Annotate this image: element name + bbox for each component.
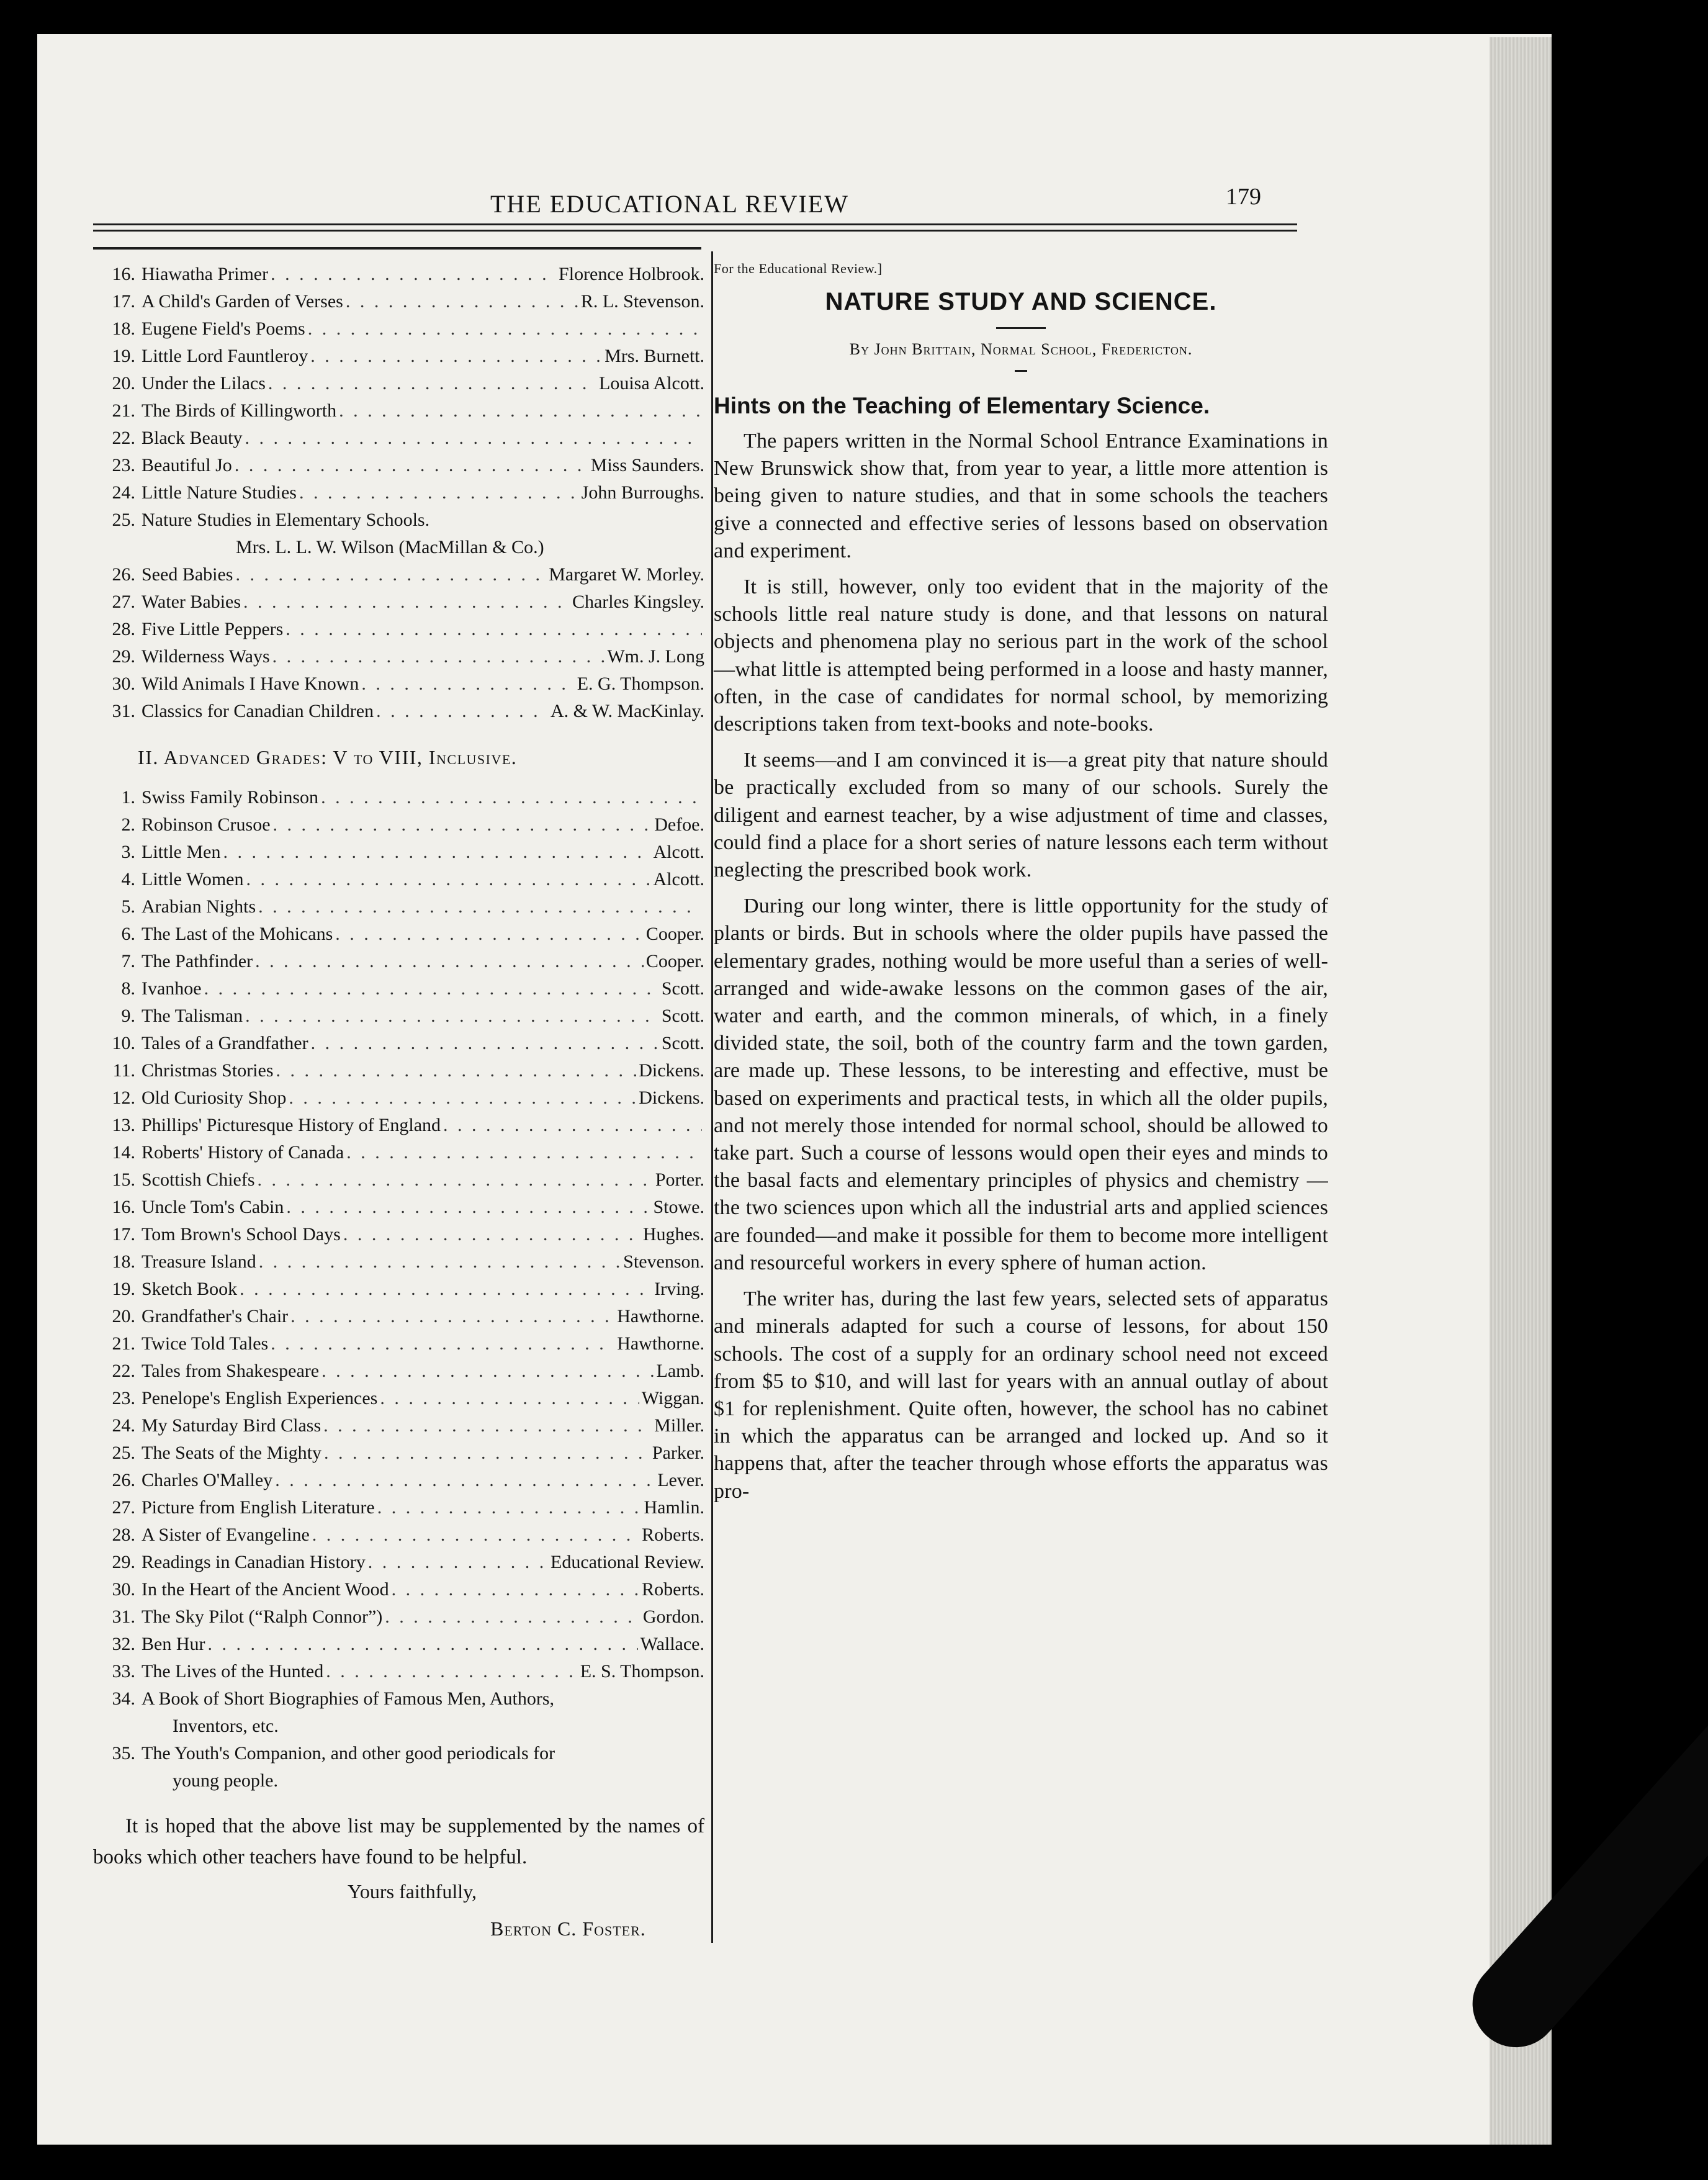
item-title: Wilderness Ways (142, 646, 270, 667)
item-title: The Youth's Companion, and other good periodicals for (142, 1743, 555, 1763)
byline-rule (1015, 370, 1027, 372)
dot-leader (385, 1603, 640, 1631)
item-title: The Pathfinder (142, 951, 253, 971)
item-number: 14. (112, 1142, 135, 1163)
signature: Berton C. Foster. (490, 1917, 646, 1940)
dot-leader (361, 670, 574, 698)
item-title: Old Curiosity Shop (142, 1088, 287, 1108)
dot-leader (235, 561, 546, 588)
item-number: 20. (112, 373, 135, 394)
item-number: 23. (112, 455, 135, 475)
list-item (93, 1439, 704, 1467)
list-item (93, 1631, 704, 1658)
item-title: Sketch Book (142, 1279, 238, 1299)
item-author: Alcott. (653, 842, 704, 862)
dot-leader (223, 839, 650, 866)
list-item-continuation (93, 1713, 704, 1740)
body-paragraph: The writer has, during the last few years, selected sets of apparatus and minerals adapted for such a course of lessons, for about 150 schools. The cost of a supply for an ordinary school need not exceed from $5 to $10, and will last for years with an annual outlay of about $1 for replenishment. Quite often, however, the school has no cabinet in which the apparatus can be arranged and locked up. And so it happens that, after the teacher through whose efforts the apparatus was pro- (714, 1287, 1328, 1503)
item-number: 12. (112, 1088, 135, 1108)
dot-leader (259, 1248, 621, 1276)
item-number: 23. (112, 1388, 135, 1408)
header-rule (93, 223, 1297, 225)
dot-leader (312, 1521, 639, 1549)
list-item (93, 670, 704, 698)
dot-leader (258, 1166, 653, 1194)
book-list-primary (93, 261, 704, 507)
dot-leader (204, 975, 659, 1002)
item-title: The Talisman (142, 1006, 243, 1026)
dot-leader (392, 1576, 640, 1603)
dot-leader (299, 479, 579, 507)
item-author: Hawthorne. (617, 1306, 704, 1326)
subheading: Hints on the Teaching of Elementary Science. (714, 393, 1210, 418)
item-number: 1. (121, 787, 135, 808)
item-number: 22. (112, 428, 135, 448)
item-author: Irving. (654, 1279, 704, 1299)
item-author: Hamlin. (644, 1497, 704, 1518)
item-number: 35. (112, 1743, 135, 1763)
dot-leader (245, 1002, 659, 1030)
item-title: Little Nature Studies (142, 482, 297, 503)
item-title: A Child's Garden of Verses (142, 291, 343, 312)
item-number: 9. (121, 1006, 135, 1026)
item-author: Scott. (661, 1033, 704, 1053)
list-item (93, 1303, 704, 1330)
item-title: Black Beauty (142, 428, 243, 448)
item-number: 22. (112, 1361, 135, 1381)
dot-leader (275, 1467, 655, 1494)
item-title-cont: Inventors, etc. (173, 1716, 279, 1736)
list-item (93, 1467, 704, 1494)
item-number: 18. (112, 1251, 135, 1272)
list-item (93, 1002, 704, 1030)
item-title: Picture from English Literature (142, 1497, 375, 1518)
item-author: Hughes. (642, 1224, 704, 1245)
item-author: Miss Saunders. (590, 455, 704, 475)
dot-leader (321, 784, 702, 811)
item-author: Dickens. (639, 1088, 704, 1108)
dot-leader (290, 1303, 614, 1330)
dot-leader (286, 1194, 650, 1221)
dot-leader (380, 1385, 639, 1412)
byline: By John Brittain, Normal School, Fredericton. (849, 340, 1193, 358)
item-title: The Seats of the Mighty (142, 1443, 321, 1463)
list-item (93, 1603, 704, 1631)
dot-leader (243, 588, 570, 616)
item-number: 30. (112, 673, 135, 694)
item-author: R. L. Stevenson. (580, 291, 704, 312)
item-author: Wiggan. (641, 1388, 704, 1408)
item-title: Hiawatha Primer (142, 264, 269, 284)
item-title: Uncle Tom's Cabin (142, 1197, 284, 1217)
item-number: 13. (112, 1115, 135, 1135)
dot-leader (289, 1084, 636, 1112)
item-author: Stevenson. (623, 1251, 704, 1272)
item-author: Alcott. (653, 869, 704, 890)
list-item (93, 1658, 704, 1685)
dot-leader (271, 261, 556, 288)
list-item (93, 1166, 704, 1194)
body-paragraph: The papers written in the Normal School Entrance Examinations in New Brunswick show that, from year to year, a little more attention is being given to nature studies, and that in some schools the teachers give a connected and effective series of lessons based on observation and experiment. (714, 430, 1328, 562)
list-item (93, 397, 704, 425)
item-number: 28. (112, 1525, 135, 1545)
list-item (93, 479, 704, 507)
list-item (93, 1740, 704, 1767)
item-title: A Book of Short Biographies of Famous Men, Authors, (142, 1688, 554, 1709)
item-author: Louisa Alcott. (599, 373, 704, 394)
item-title: My Saturday Bird Class (142, 1415, 321, 1436)
item-number: 26. (112, 564, 135, 585)
list-item (93, 1685, 704, 1713)
item-title: Grandfather's Chair (142, 1306, 289, 1326)
dot-leader (311, 1030, 659, 1057)
item-number: 25. (112, 510, 135, 530)
dot-leader (273, 811, 652, 839)
dot-leader (339, 397, 702, 425)
dot-leader (276, 1057, 637, 1084)
item-number: 26. (112, 1470, 135, 1490)
dot-leader (258, 893, 702, 921)
closing-paragraph: It is hoped that the above list may be supplemented by the names of books which other teachers have found to be helpful. (93, 1815, 704, 1868)
item-number: 24. (112, 1415, 135, 1436)
dot-leader (377, 1494, 642, 1521)
item-title: Scottish Chiefs (142, 1169, 255, 1190)
item-number: 16. (112, 1197, 135, 1217)
list-item (93, 1276, 704, 1303)
item-number: 19. (112, 346, 135, 366)
item-number: 6. (121, 924, 135, 944)
item-author: Scott. (661, 978, 704, 999)
item-author: Dickens. (639, 1060, 704, 1081)
item-number: 31. (112, 1606, 135, 1627)
dot-leader (310, 343, 602, 370)
running-title: THE EDUCATIONAL REVIEW (490, 190, 849, 218)
item-author: Gordon. (642, 1606, 704, 1627)
book-list-advanced (93, 784, 704, 1685)
list-item (93, 588, 704, 616)
body-paragraph: It is still, however, only too evident that in the majority of the schools little real nature study is done, and that lessons on natural objects and phenomena play no serious part in the work of the school—what little is attempted being performed in a loose and hasty manner, often, in the case of candidates for normal school, by memorizing descriptions taken from text-books and note-books. (714, 575, 1328, 736)
item-number: 17. (112, 291, 135, 312)
list-item (93, 921, 704, 948)
item-number: 2. (121, 814, 135, 835)
item-number: 8. (121, 978, 135, 999)
dot-leader (443, 1112, 702, 1139)
dot-leader (255, 948, 644, 975)
dot-leader (285, 616, 702, 643)
list-item (93, 1194, 704, 1221)
dot-leader (346, 288, 578, 315)
item-title: A Sister of Evangeline (142, 1525, 310, 1545)
item-title: Water Babies (142, 592, 241, 612)
item-author: Scott. (661, 1006, 704, 1026)
list-item-continuation (93, 534, 704, 561)
item-title: Five Little Peppers (142, 619, 284, 639)
list-item (93, 948, 704, 975)
item-title: Little Women (142, 869, 244, 890)
book-page-edges (1490, 37, 1552, 2145)
item-number: 5. (121, 896, 135, 917)
body-paragraph: It seems—and I am convinced it is—a great pity that nature should be practically excluded from so many of our schools. Surely the diligent and earnest teacher, by a wise adjustment of time and classes, could find a place for a short series of nature lessons each term without neglecting the prescribed book work. (714, 749, 1328, 882)
item-number: 25. (112, 1443, 135, 1463)
item-title: Charles O'Malley (142, 1470, 273, 1490)
item-number: 33. (112, 1661, 135, 1682)
item-author: Lamb. (656, 1361, 704, 1381)
item-title: The Lives of the Hunted (142, 1661, 324, 1682)
list-item (93, 1549, 704, 1576)
item-number: 3. (121, 842, 135, 862)
item-number: 15. (112, 1169, 135, 1190)
list-item-continuation (93, 1767, 704, 1795)
header-rule-double (93, 230, 1297, 232)
item-title: The Sky Pilot (“Ralph Connor”) (142, 1606, 383, 1627)
dot-leader (326, 1658, 577, 1685)
list-item (93, 1084, 704, 1112)
right-column (714, 261, 1328, 1505)
item-number: 11. (112, 1060, 135, 1081)
item-author: Lever. (657, 1470, 704, 1490)
item-number: 20. (112, 1306, 135, 1326)
item-title: Swiss Family Robinson (142, 787, 319, 808)
list-item (93, 370, 704, 397)
item-title: The Birds of Killingworth (142, 400, 337, 421)
item-author: E. S. Thompson. (580, 1661, 704, 1682)
item-number: 17. (112, 1224, 135, 1245)
item-title: Tales from Shakespeare (142, 1361, 320, 1381)
list-item (93, 1248, 704, 1276)
list-item (93, 1521, 704, 1549)
list-item (93, 288, 704, 315)
list-item (93, 866, 704, 893)
item-author: Cooper. (645, 924, 704, 944)
list-item (93, 1494, 704, 1521)
item-number: 21. (112, 1333, 135, 1354)
for-line: For the Educational Review.] (714, 261, 883, 276)
title-rule (996, 327, 1046, 329)
item-number: 21. (112, 400, 135, 421)
item-author: Educational Review. (551, 1552, 704, 1572)
item-title: Phillips' Picturesque History of England (142, 1115, 441, 1135)
item-number: 31. (112, 701, 135, 721)
dot-leader (272, 643, 605, 670)
item-title: Under the Lilacs (142, 373, 266, 394)
item-title: Classics for Canadian Children (142, 701, 374, 721)
list-item (93, 507, 704, 534)
item-title: Seed Babies (142, 564, 233, 585)
item-number: 10. (112, 1033, 135, 1053)
item-title: Little Lord Fauntleroy (142, 346, 308, 366)
item-title: Tales of a Grandfather (142, 1033, 308, 1053)
list-item (93, 839, 704, 866)
list-item (93, 1412, 704, 1439)
item-title: Ben Hur (142, 1634, 205, 1654)
list-item (93, 1330, 704, 1358)
item-number: 24. (112, 482, 135, 503)
dot-leader (235, 452, 588, 479)
item-title: Twice Told Tales (142, 1333, 269, 1354)
item-title: Tom Brown's School Days (142, 1224, 341, 1245)
item-author: E. G. Thompson. (577, 673, 704, 694)
item-author: Parker. (652, 1443, 704, 1463)
list-item (93, 698, 704, 725)
item-number: 27. (112, 1497, 135, 1518)
list-item (93, 811, 704, 839)
list-item (93, 452, 704, 479)
dot-leader (240, 1276, 652, 1303)
dot-leader (271, 1330, 614, 1358)
item-number: 34. (112, 1688, 135, 1709)
item-title: Readings in Canadian History (142, 1552, 366, 1572)
item-number: 29. (112, 1552, 135, 1572)
dot-leader (324, 1439, 650, 1467)
item-author: A. & W. MacKinlay. (550, 701, 704, 721)
section-heading: II. Advanced Grades: V to VIII, Inclusive. (138, 746, 518, 768)
item-author: Margaret W. Morley. (549, 564, 704, 585)
item-author: Florence Holbrook. (559, 264, 704, 284)
item-title-cont: young people. (173, 1770, 278, 1791)
column-divider (711, 251, 713, 1943)
list-item (93, 1385, 704, 1412)
item-author: Porter. (655, 1169, 704, 1190)
item-title: In the Heart of the Ancient Wood (142, 1579, 389, 1600)
item-title: Roberts' History of Canada (142, 1142, 344, 1163)
dot-leader (343, 1221, 640, 1248)
item-author: Charles Kingsley. (572, 592, 704, 612)
item-author: Stowe. (653, 1197, 704, 1217)
item-author: Miller. (654, 1415, 704, 1436)
item-number: 30. (112, 1579, 135, 1600)
item-title: Beautiful Jo (142, 455, 232, 475)
list-item (93, 315, 704, 343)
dot-leader (308, 315, 702, 343)
item-title: Christmas Stories (142, 1060, 274, 1081)
dot-leader (246, 866, 651, 893)
article-body (714, 428, 1328, 1505)
list-item (93, 1030, 704, 1057)
list-item (93, 343, 704, 370)
item-number: 29. (112, 646, 135, 667)
item-author: Hawthorne. (617, 1333, 704, 1354)
list-item (93, 1139, 704, 1166)
page-number: 179 (1226, 184, 1261, 210)
item-title: Robinson Crusoe (142, 814, 271, 835)
item-number: 19. (112, 1279, 135, 1299)
left-column-top-rule (93, 247, 701, 250)
list-item (93, 1057, 704, 1084)
list-item (93, 1112, 704, 1139)
book-list-primary-cont (93, 561, 704, 725)
list-item (93, 1576, 704, 1603)
dot-leader (268, 370, 596, 397)
item-author: Wallace. (640, 1634, 704, 1654)
list-item (93, 643, 704, 670)
item-author: Mrs. L. L. W. Wilson (MacMillan & Co.) (236, 537, 544, 557)
item-number: 28. (112, 619, 135, 639)
item-author: Cooper. (645, 951, 704, 971)
list-item (93, 893, 704, 921)
item-number: 32. (112, 1634, 135, 1654)
item-title: Eugene Field's Poems (142, 318, 305, 339)
item-title: Nature Studies in Elementary Schools. (142, 510, 430, 530)
item-number: 16. (112, 264, 135, 284)
item-title: The Last of the Mohicans (142, 924, 333, 944)
list-item (93, 784, 704, 811)
list-item (93, 1221, 704, 1248)
item-title: Wild Animals I Have Known (142, 673, 359, 694)
dot-leader (323, 1412, 652, 1439)
item-author: Mrs. Burnett. (605, 346, 704, 366)
item-title: Ivanhoe (142, 978, 202, 999)
page-header (0, 177, 1708, 227)
item-author: Defoe. (654, 814, 704, 835)
list-item (93, 261, 704, 288)
dot-leader (207, 1631, 637, 1658)
body-paragraph: During our long winter, there is little opportunity for the study of plants or birds. But in schools where the older pupils have passed the elementary grades, nothing would be more useful than a series of well-arranged and wide-awake lessons on the common gases of the air, water and earth, and the common minerals, of which, in a finely divided state, the soil, both of the country farm and the town garden, are made up. These lessons, to be interesting and effective, must be based on experiments and practical tests, in which all the older pupils, and not merely those intended for normal school, should be allowed to take part. Such a course of lessons would open their eyes and minds to the basal facts and elementary principles of physics and chemistry —the two sciences upon which all the industrial arts and applied sciences are founded—and make it possible for them to become more intelligent and resourceful workers in every sphere of human action. (714, 894, 1328, 1274)
left-column (93, 261, 704, 1940)
dot-leader (321, 1358, 654, 1385)
dot-leader (368, 1549, 548, 1576)
dot-leader (335, 921, 644, 948)
item-number: 18. (112, 318, 135, 339)
list-item (93, 425, 704, 452)
item-title: Treasure Island (142, 1251, 256, 1272)
list-item (93, 1358, 704, 1385)
item-title: Little Men (142, 842, 221, 862)
item-author: Wm. J. Long (607, 646, 704, 667)
dot-leader (376, 698, 548, 725)
item-number: 7. (121, 951, 135, 971)
signoff: Yours faithfully, (348, 1880, 477, 1903)
item-author: John Burroughs. (581, 482, 704, 503)
dot-leader (346, 1139, 702, 1166)
item-number: 27. (112, 592, 135, 612)
dot-leader (245, 425, 702, 452)
item-title: Penelope's English Experiences (142, 1388, 378, 1408)
list-item (93, 616, 704, 643)
item-number: 4. (121, 869, 135, 890)
list-item (93, 561, 704, 588)
item-title: Arabian Nights (142, 896, 256, 917)
article-title: NATURE STUDY AND SCIENCE. (825, 288, 1217, 315)
item-author: Roberts. (642, 1579, 704, 1600)
item-author: Roberts. (642, 1525, 704, 1545)
list-item (93, 975, 704, 1002)
